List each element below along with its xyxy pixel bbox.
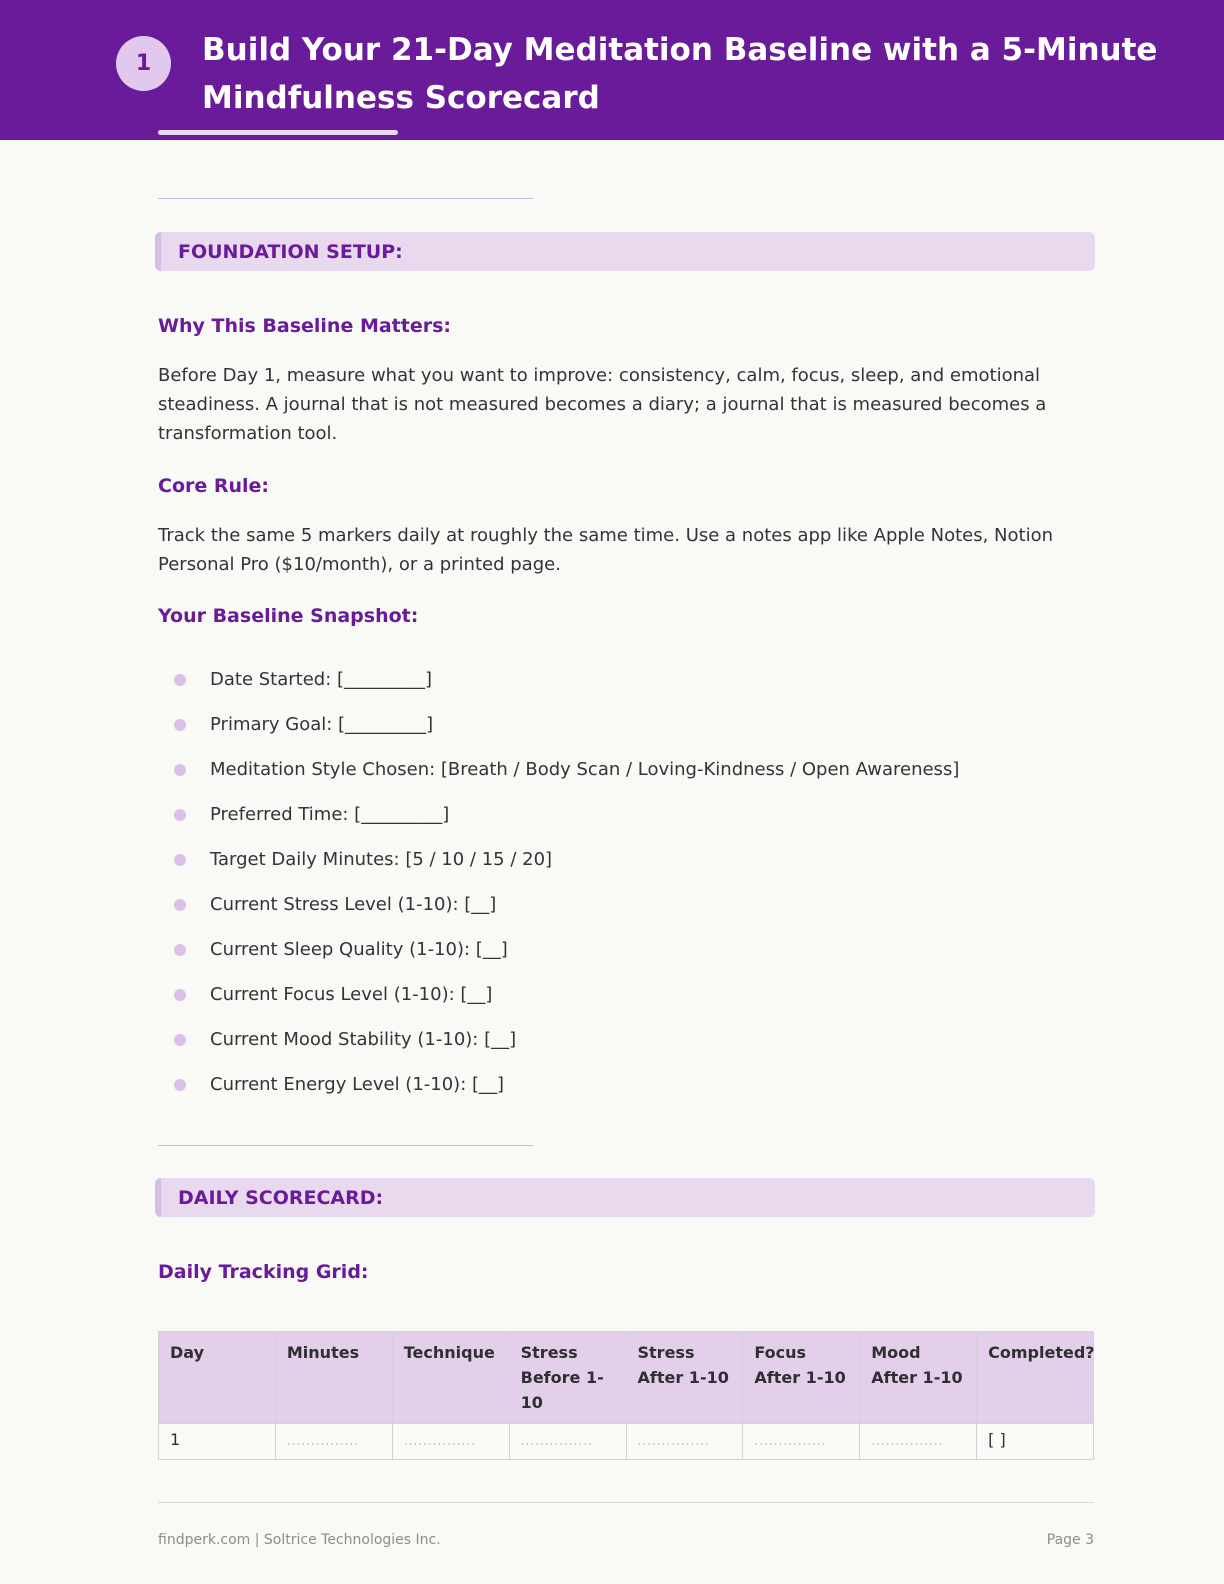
list-item-text: Current Stress Level (1-10): [__] (210, 894, 497, 915)
core-rule-paragraph: Track the same 5 markers daily at roughly the same time. Use a notes app like Apple Notes, Notion Personal Pro ($10/month), or a printed page. (158, 525, 1053, 575)
section-divider (158, 1145, 533, 1146)
title-underline (158, 130, 398, 135)
snapshot-heading: Your Baseline Snapshot: (158, 605, 419, 627)
list-item-text: Date Started: [_________] (210, 669, 433, 690)
bullet-icon (174, 764, 186, 776)
chapter-badge: 1 (116, 36, 171, 91)
list-item-text: Current Sleep Quality (1-10): [__] (210, 939, 508, 960)
list-item (174, 1017, 1094, 1062)
cell-focus-after: ............... (743, 1424, 860, 1460)
page-header (0, 0, 1224, 140)
snapshot-list (174, 657, 1094, 1107)
section-heading-scorecard: DAILY SCORECARD: (155, 1178, 1095, 1217)
cell-stress-after: ............... (626, 1424, 743, 1460)
page-number: Page 3 (1046, 1532, 1094, 1548)
footer-divider (158, 1502, 1094, 1503)
list-item (174, 1062, 1094, 1107)
tracking-grid-heading: Daily Tracking Grid: (158, 1261, 369, 1283)
list-item-text: Meditation Style Chosen: [Breath / Body Scan / Loving-Kindness / Open Awareness] (210, 759, 960, 780)
cell-stress-before: ............... (509, 1424, 626, 1460)
cell-completed-checkbox: [ ] (977, 1424, 1094, 1460)
list-item-text: Preferred Time: [_________] (210, 804, 450, 825)
column-header-mood-after: Mood After 1-10 (860, 1332, 977, 1424)
cell-technique: ............... (392, 1424, 509, 1460)
why-heading: Why This Baseline Matters: (158, 315, 452, 337)
bullet-icon (174, 674, 186, 686)
table-row (159, 1424, 1094, 1460)
list-item-text: Target Daily Minutes: [5 / 10 / 15 / 20] (210, 849, 553, 870)
list-item-text: Current Energy Level (1-10): [__] (210, 1074, 505, 1095)
section-divider (158, 198, 533, 199)
page-title: Build Your 21-Day Meditation Baseline with a 5-Minute Mindfulness Scorecard (202, 32, 1158, 116)
column-header-technique: Technique (392, 1332, 509, 1424)
bullet-icon (174, 854, 186, 866)
column-header-minutes: Minutes (275, 1332, 392, 1424)
bullet-icon (174, 1034, 186, 1046)
column-header-focus-after: Focus After 1-10 (743, 1332, 860, 1424)
bullet-icon (174, 719, 186, 731)
list-item-text: Current Mood Stability (1-10): [__] (210, 1029, 517, 1050)
list-item (174, 972, 1094, 1017)
list-item (174, 792, 1094, 837)
core-rule-heading: Core Rule: (158, 475, 270, 497)
list-item-text: Current Focus Level (1-10): [__] (210, 984, 493, 1005)
list-item (174, 657, 1094, 702)
daily-tracking-table (158, 1331, 1094, 1460)
bullet-icon (174, 944, 186, 956)
list-item-text: Primary Goal: [_________] (210, 714, 434, 735)
section-heading-foundation: FOUNDATION SETUP: (155, 232, 1095, 271)
list-item (174, 882, 1094, 927)
list-item (174, 837, 1094, 882)
table-header-row (159, 1332, 1094, 1424)
bullet-icon (174, 989, 186, 1001)
list-item (174, 702, 1094, 747)
bullet-icon (174, 809, 186, 821)
list-item (174, 927, 1094, 972)
cell-day: 1 (159, 1424, 276, 1460)
column-header-stress-after: Stress After 1-10 (626, 1332, 743, 1424)
column-header-completed: Completed? (977, 1332, 1094, 1424)
bullet-icon (174, 1079, 186, 1091)
column-header-stress-before: Stress Before 1-10 (509, 1332, 626, 1424)
why-paragraph: Before Day 1, measure what you want to improve: consistency, calm, focus, sleep, and emotional steadiness. A journal that is not measured becomes a diary; a journal that is measured becomes a transformation tool. (158, 365, 1047, 444)
column-header-day: Day (159, 1332, 276, 1424)
cell-minutes: ............... (275, 1424, 392, 1460)
list-item (174, 747, 1094, 792)
bullet-icon (174, 899, 186, 911)
footer-publisher: findperk.com | Soltrice Technologies Inc. (158, 1532, 441, 1548)
cell-mood-after: ............... (860, 1424, 977, 1460)
